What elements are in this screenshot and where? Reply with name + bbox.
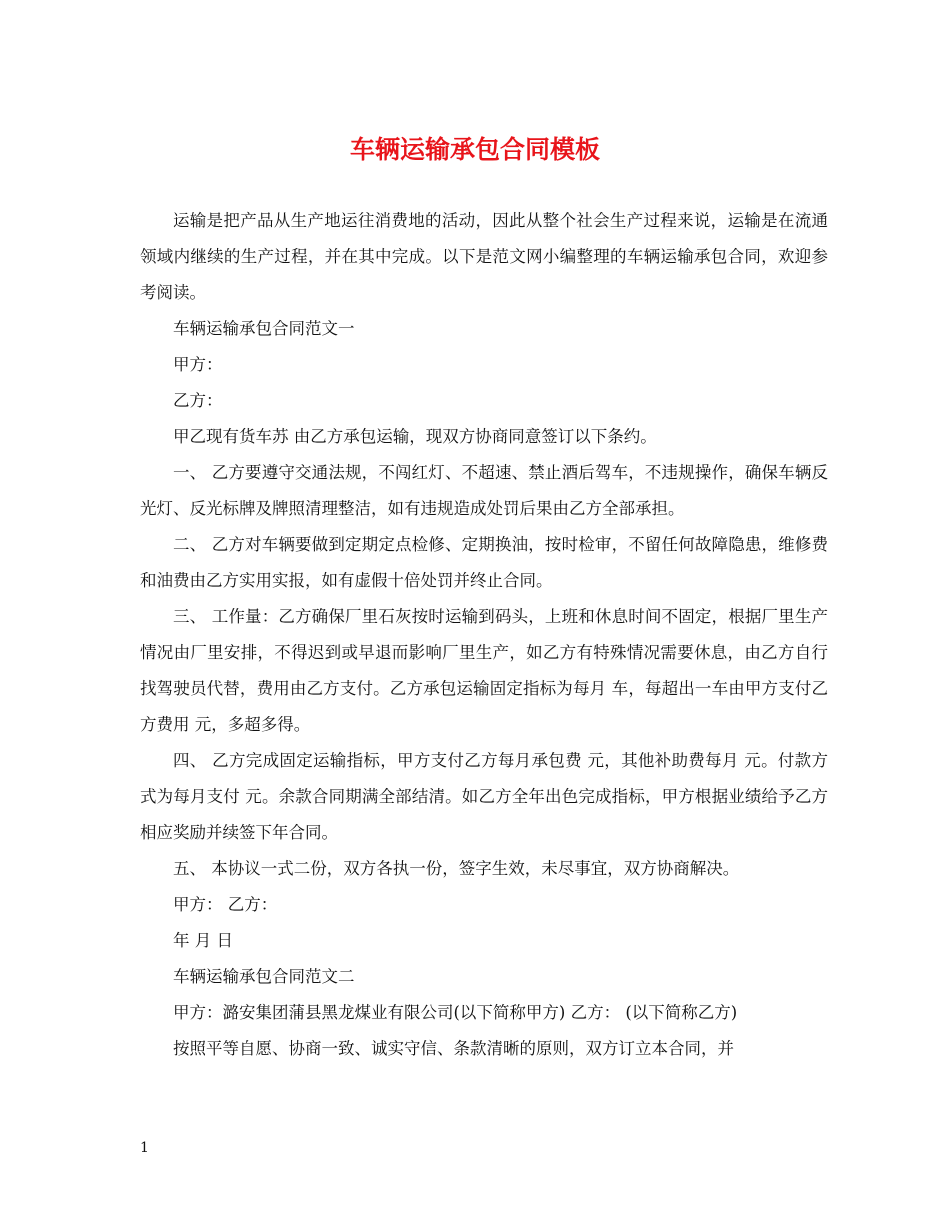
signature-line: 甲方： 乙方： [173,895,278,914]
section-heading-sample-one: 车辆运输承包合同范文一 [173,319,355,338]
page-number: 1 [140,1140,149,1156]
parties-line: 甲方：潞安集团蒲县黑龙煤业有限公司(以下简称甲方) 乙方： (以下简称乙方) [173,1003,738,1022]
document-body [140,203,828,1067]
clause-four: 四、 乙方完成固定运输指标，甲方支付乙方每月承包费 元，其他补助费每月 元。付款方式为每月支付 元。余款合同期满全部结清。如乙方全年出色完成指标，甲方根据业绩给予乙方相应奖励并续签下年合同。 [140,751,828,842]
principles-paragraph: 按照平等自愿、协商一致、诚实守信、条款清晰的原则，双方订立本合同，并 [173,1039,734,1058]
clause-one: 一、 乙方要遵守交通法规，不闯红灯、不超速、禁止酒后驾车，不违规操作，确保车辆反光灯、反光标牌及牌照清理整洁，如有违规造成处罚后果由乙方全部承担。 [140,463,828,518]
clause-two: 二、 乙方对车辆要做到定期定点检修、定期换油，按时检审，不留任何故障隐患，维修费和油费由乙方实用实报，如有虚假十倍处罚并终止合同。 [140,535,828,590]
clause-three: 三、 工作量：乙方确保厂里石灰按时运输到码头，上班和休息时间不固定，根据厂里生产情况由厂里安排，不得迟到或早退而影响厂里生产，如乙方有特殊情况需要休息，由乙方自行找驾驶员代替，费用由乙方支付。乙方承包运输固定指标为每月 车，每超出一车由甲方支付乙方费用 元，多超多得。 [140,607,828,734]
section-heading-sample-two: 车辆运输承包合同范文二 [173,967,355,986]
party-b-label: 乙方： [173,391,223,410]
document-title: 车辆运输承包合同模板 [349,135,600,164]
date-line: 年 月 日 [173,931,233,950]
intro-paragraph: 运输是把产品从生产地运往消费地的活动，因此从整个社会生产过程来说，运输是在流通领域内继续的生产过程，并在其中完成。以下是范文网小编整理的车辆运输承包合同，欢迎参考阅读。 [140,211,828,302]
clause-five: 五、 本协议一式二份，双方各执一份，签字生效，未尽事宜，双方协商解决。 [173,859,740,878]
party-a-label: 甲方： [173,355,223,374]
contract-preamble: 甲乙现有货车苏 由乙方承包运输，现双方协商同意签订以下条约。 [173,427,657,446]
